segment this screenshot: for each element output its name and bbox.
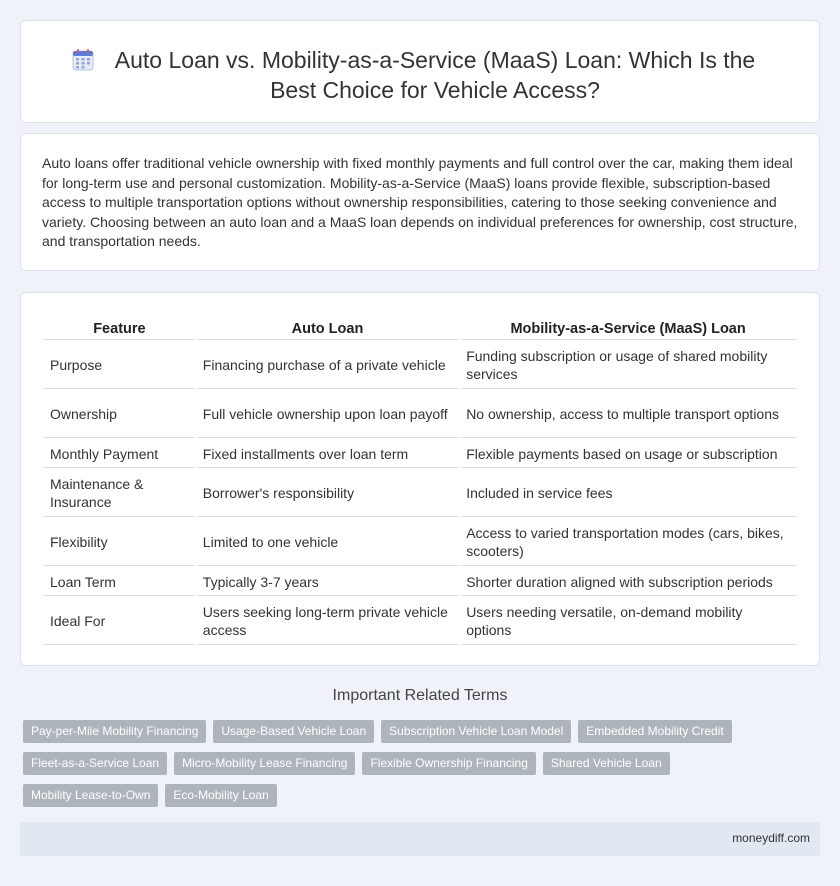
table-cell: Users needing versatile, on-demand mobility options: [460, 598, 796, 645]
comparison-table: [42, 317, 798, 647]
table-cell: Flexible payments based on usage or subscription: [460, 440, 796, 468]
title-card: [20, 20, 820, 123]
table-cell: Maintenance & Insurance: [44, 470, 195, 517]
table-cell: Limited to one vehicle: [197, 519, 458, 566]
table-row: [44, 470, 796, 517]
related-term-tag[interactable]: Subscription Vehicle Loan Model: [381, 720, 571, 743]
related-term-tag[interactable]: Shared Vehicle Loan: [543, 752, 670, 775]
footer-site-link[interactable]: moneydiff.com: [732, 831, 810, 845]
table-cell: Monthly Payment: [44, 440, 195, 468]
table-cell: Full vehicle ownership upon loan payoff: [197, 391, 458, 438]
header-feature: Feature: [44, 319, 195, 340]
table-cell: Shorter duration aligned with subscription periods: [460, 568, 796, 596]
table-cell: Access to varied transportation modes (cars, bikes, scooters): [460, 519, 796, 566]
table-cell: Flexibility: [44, 519, 195, 566]
table-cell: Borrower's responsibility: [197, 470, 458, 517]
table-row: [44, 519, 796, 566]
table-row: [44, 598, 796, 645]
table-cell: Included in service fees: [460, 470, 796, 517]
related-term-tag[interactable]: Eco-Mobility Loan: [165, 784, 276, 807]
table-cell: Financing purchase of a private vehicle: [197, 342, 458, 389]
related-term-tag[interactable]: Micro-Mobility Lease Financing: [174, 752, 355, 775]
table-cell: Ownership: [44, 391, 195, 438]
table-cell: Funding subscription or usage of shared mobility services: [460, 342, 796, 389]
related-terms-title: Important Related Terms: [332, 687, 508, 704]
intro-card: [20, 133, 820, 271]
footer: [20, 822, 820, 856]
table-row: [44, 440, 796, 468]
table-cell: Purpose: [44, 342, 195, 389]
header-maas-loan: Mobility-as-a-Service (MaaS) Loan: [460, 319, 796, 340]
table-header-row: [44, 319, 796, 340]
header-auto-loan: Auto Loan: [197, 319, 458, 340]
table-cell: Fixed installments over loan term: [197, 440, 458, 468]
table-cell: Typically 3-7 years: [197, 568, 458, 596]
table-row: [44, 568, 796, 596]
related-terms-list: [23, 720, 813, 816]
related-term-tag[interactable]: Fleet-as-a-Service Loan: [23, 752, 167, 775]
table-cell: Users seeking long-term private vehicle access: [197, 598, 458, 645]
intro-paragraph: Auto loans offer traditional vehicle ownership with fixed monthly payments and full control over the car, making them ideal for long-term use and personal customization. Mobility-as-a-Service (MaaS) loans provide flexible, subscription-based access to multiple transportation options without ownership responsibilities, catering to those seeking convenience and variety. Choosing between an auto loan and a MaaS loan depends on individual preferences for ownership, cost structure, and transportation needs.: [42, 155, 798, 249]
page-title: Auto Loan vs. Mobility-as-a-Service (MaaS) Loan: Which Is the Best Choice for Vehicle Access?: [114, 47, 756, 103]
comparison-card: [20, 292, 820, 666]
table-cell: Ideal For: [44, 598, 195, 645]
table-cell: No ownership, access to multiple transport options: [460, 391, 796, 438]
related-term-tag[interactable]: Flexible Ownership Financing: [362, 752, 535, 775]
related-term-tag[interactable]: Embedded Mobility Credit: [578, 720, 731, 743]
table-row: [44, 342, 796, 389]
related-term-tag[interactable]: Usage-Based Vehicle Loan: [213, 720, 374, 743]
table-row: [44, 391, 796, 438]
table-cell: Loan Term: [44, 568, 195, 596]
related-term-tag[interactable]: Mobility Lease-to-Own: [23, 784, 158, 807]
related-term-tag[interactable]: Pay-per-Mile Mobility Financing: [23, 720, 206, 743]
